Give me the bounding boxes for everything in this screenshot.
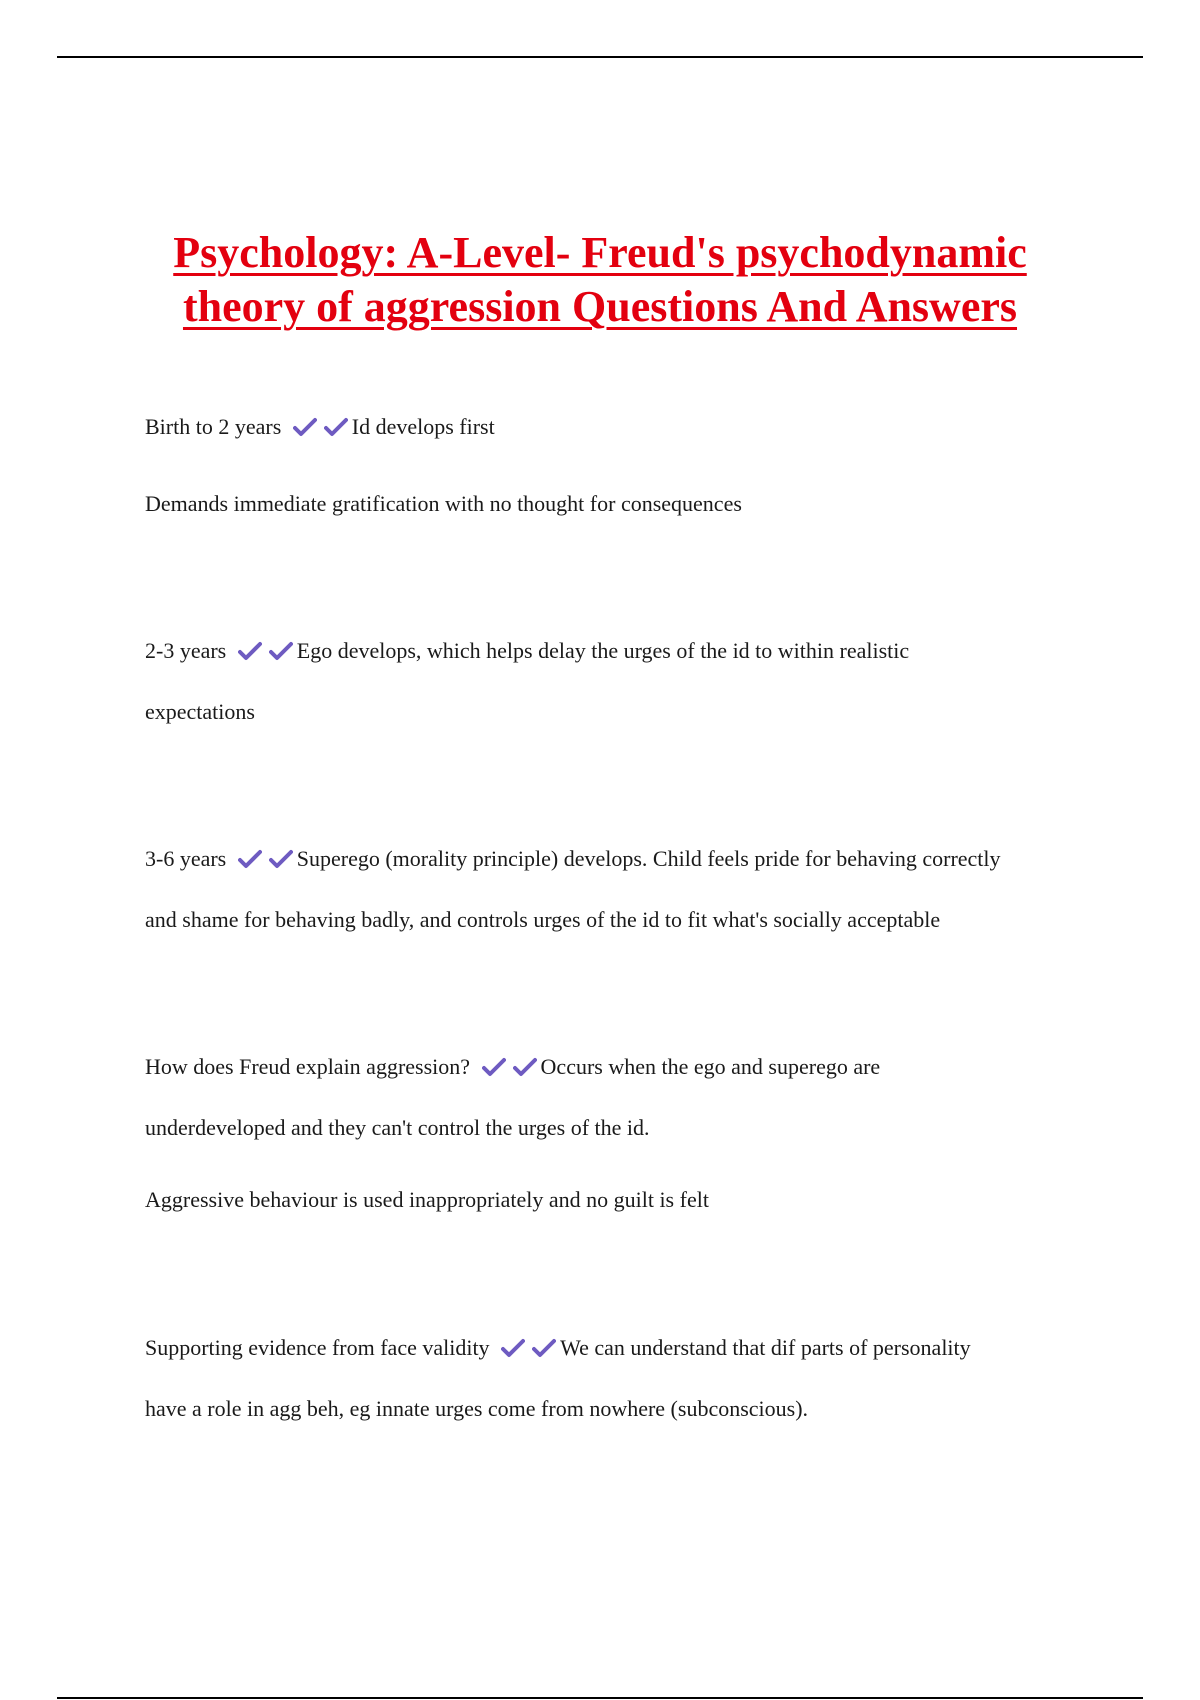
title-line-1: Psychology: A-Level- Freud's psychodynamic xyxy=(173,228,1027,277)
question-text: Birth to 2 years xyxy=(145,414,282,439)
answer-continuation: expectations xyxy=(145,699,255,724)
qa-line xyxy=(145,412,495,442)
answer-extra-line: Aggressive behaviour is used inappropriately and no guilt is felt xyxy=(145,1187,709,1212)
checkmark-icon xyxy=(269,641,293,661)
checkmark-icon xyxy=(238,849,262,869)
question-text: Supporting evidence from face validity xyxy=(145,1335,490,1360)
answer-text: Occurs when the ego and superego are xyxy=(540,1054,881,1079)
answer-extra-line: Demands immediate gratification with no thought for consequences xyxy=(145,491,742,516)
question-text: 2-3 years xyxy=(145,638,227,663)
title-line-2: theory of aggression Questions And Answers xyxy=(182,282,1018,331)
top-rule xyxy=(57,56,1143,58)
checkmark-icon xyxy=(482,1057,506,1077)
answer-continuation: and shame for behaving badly, and controls urges of the id to fit what's socially acceptable xyxy=(145,907,941,932)
answer-text: Ego develops, which helps delay the urges of the id to within realistic xyxy=(296,638,910,663)
checkmark-icon xyxy=(324,417,348,437)
answer-continuation: underdeveloped and they can't control the urges of the id. xyxy=(145,1115,650,1140)
checkmark-icon xyxy=(532,1338,556,1358)
qa-line xyxy=(145,636,909,666)
bottom-rule xyxy=(57,1697,1143,1699)
document-title xyxy=(100,226,1100,334)
qa-line xyxy=(145,1052,880,1082)
checkmark-icon xyxy=(238,641,262,661)
question-text: 3-6 years xyxy=(145,846,227,871)
answer-text: Superego (morality principle) develops. Child feels pride for behaving correctly xyxy=(296,846,1001,871)
checkmark-icon xyxy=(501,1338,525,1358)
qa-line xyxy=(145,844,1001,874)
checkmark-icon xyxy=(269,849,293,869)
checkmark-icon xyxy=(293,417,317,437)
answer-continuation: have a role in agg beh, eg innate urges come from nowhere (subconscious). xyxy=(145,1396,809,1421)
checkmark-icon xyxy=(513,1057,537,1077)
answer-text: We can understand that dif parts of personality xyxy=(560,1335,971,1360)
answer-text: Id develops first xyxy=(351,414,495,439)
qa-line xyxy=(145,1333,971,1363)
question-text: How does Freud explain aggression? xyxy=(145,1054,471,1079)
